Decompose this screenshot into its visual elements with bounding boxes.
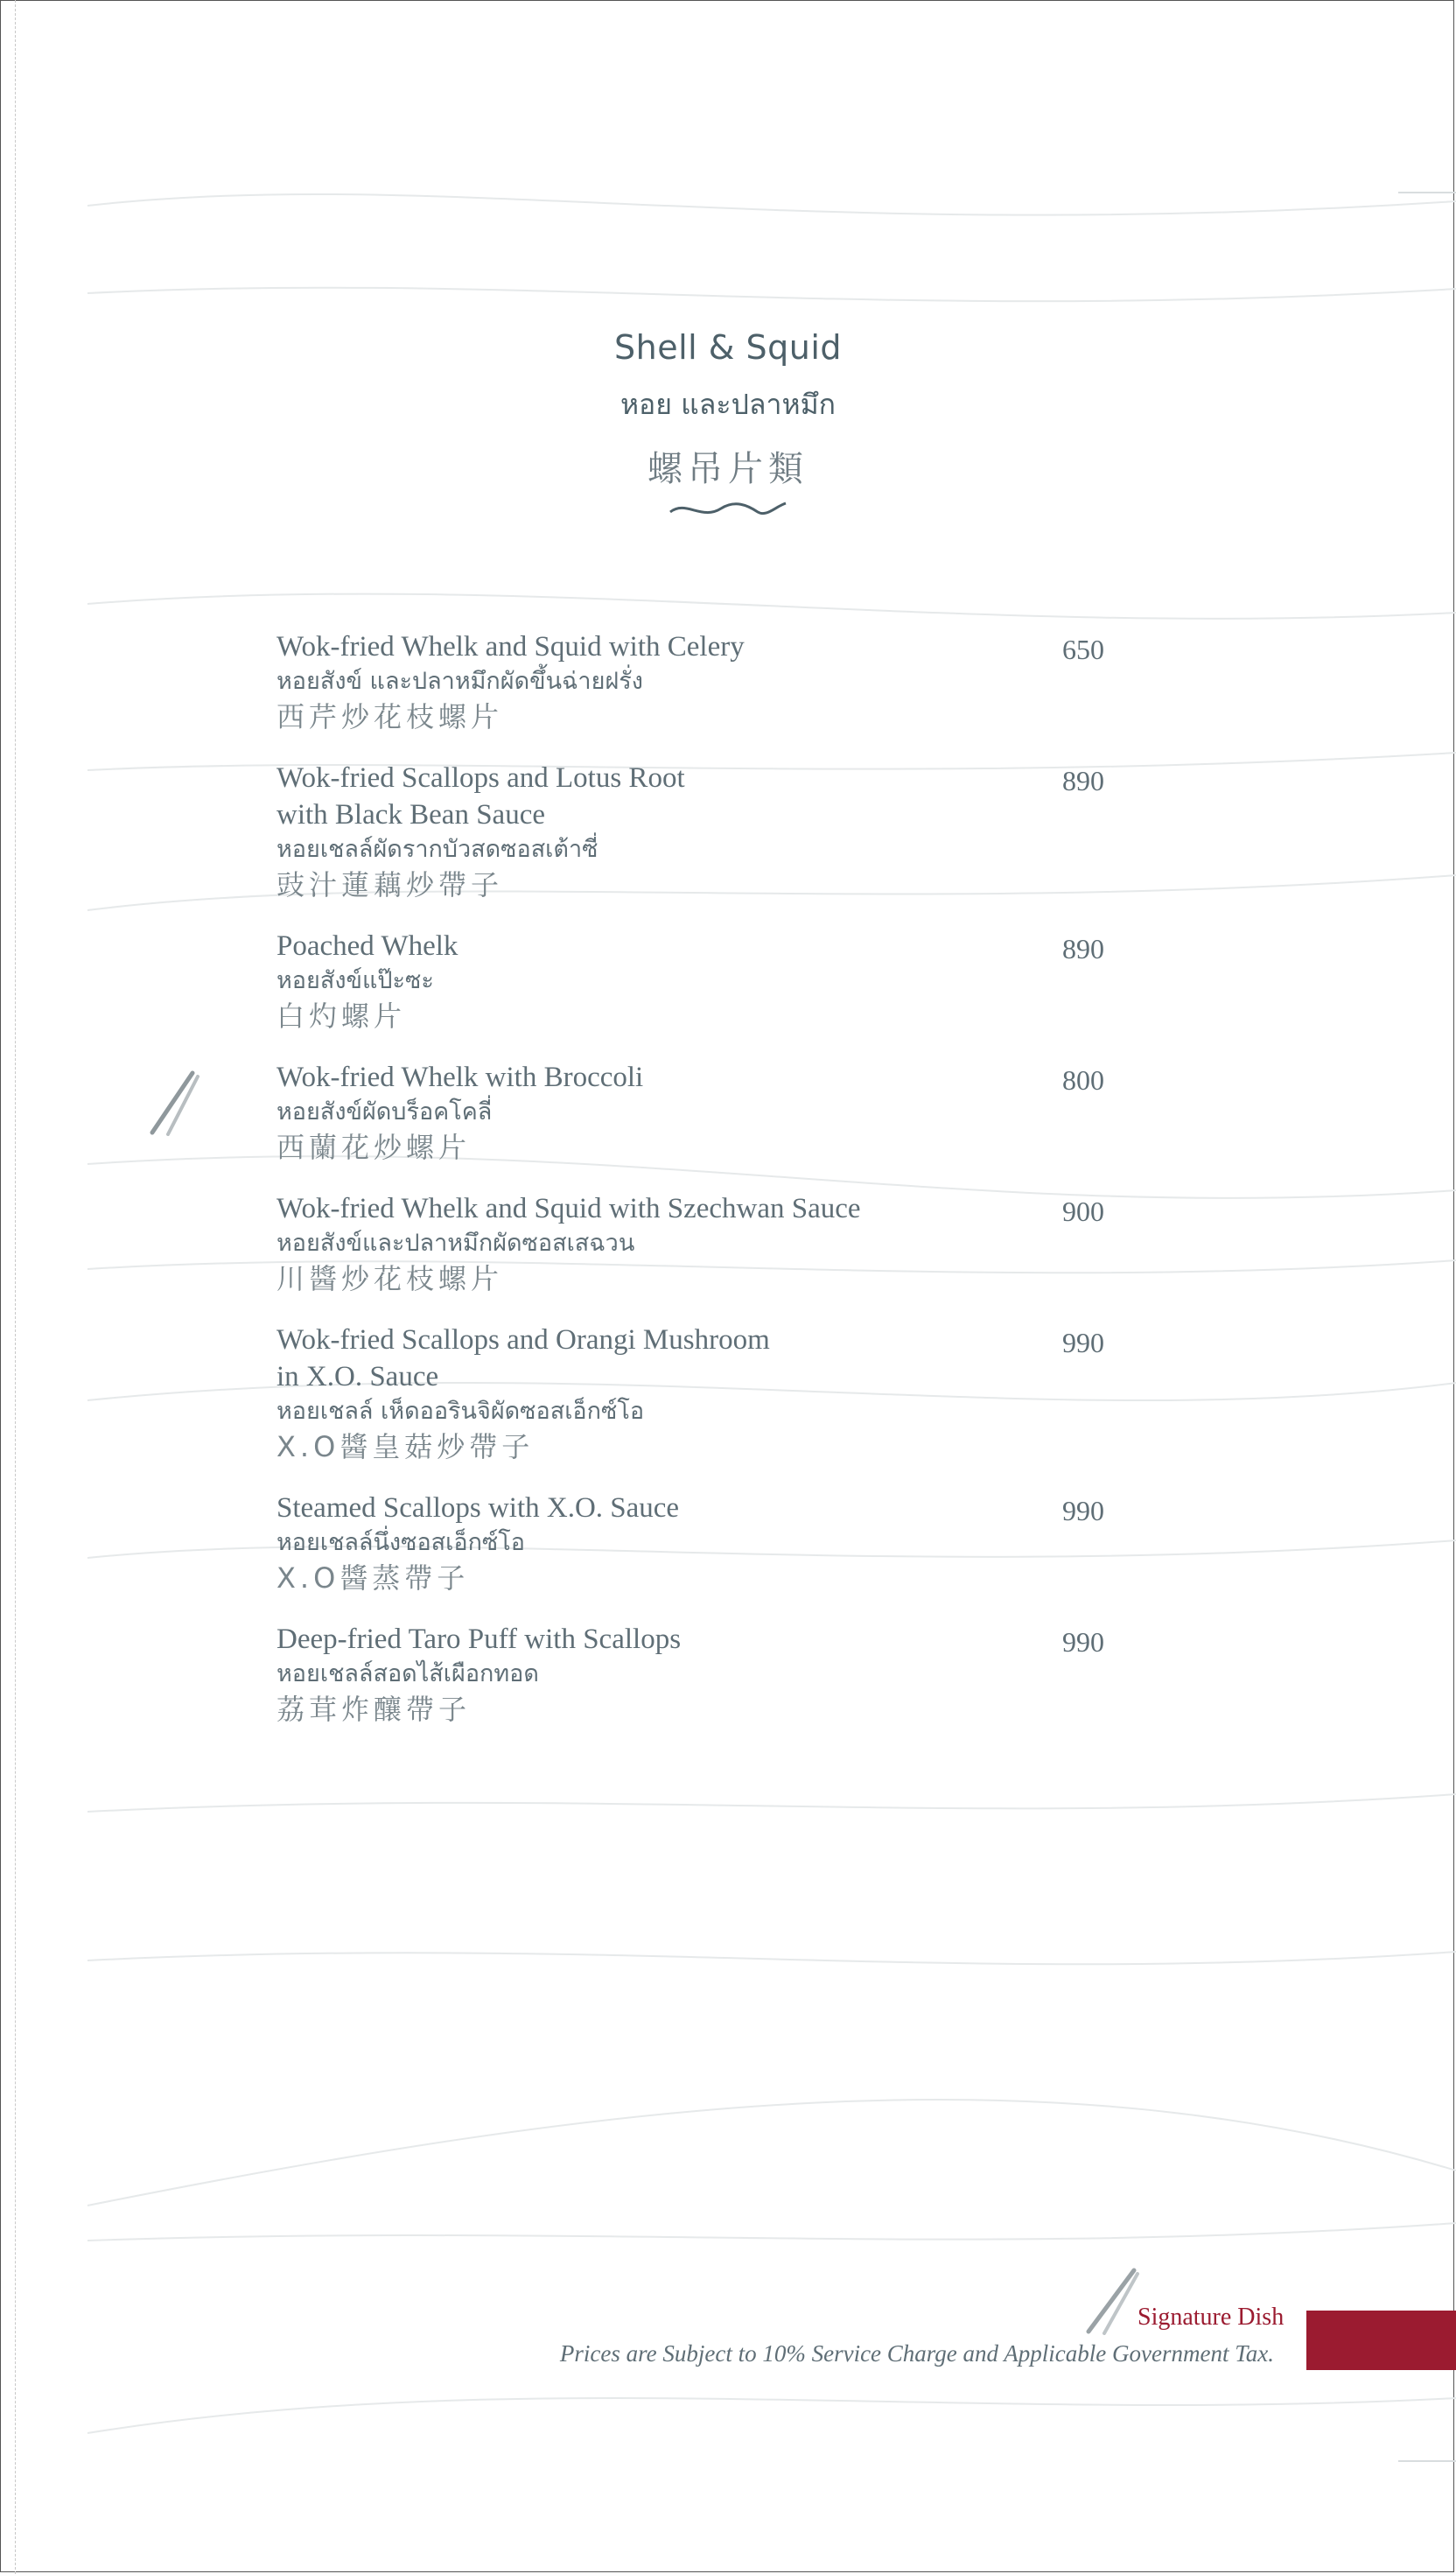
section-header — [0, 328, 1456, 527]
menu-item-name-english — [276, 1190, 1012, 1227]
menu-item-name-line: Wok-fried Whelk with Broccoli — [276, 1062, 644, 1093]
wave-ornament-icon — [0, 496, 1456, 527]
accent-bar — [1306, 2311, 1456, 2370]
menu-item-name-chinese: 西蘭花炒螺片 — [276, 1131, 472, 1164]
menu-item — [276, 1190, 1152, 1297]
menu-item-name-english — [276, 760, 1012, 833]
menu-item — [276, 1322, 1152, 1465]
menu-item-name-line: Poached Whelk — [276, 930, 458, 962]
menu-item-price: 990 — [1062, 1495, 1104, 1526]
menu-item — [276, 928, 1152, 1035]
menu-item-name-chinese: 西芹炒花枝螺片 — [276, 700, 504, 733]
menu-item-price: 900 — [1062, 1196, 1104, 1227]
menu-item-name-thai: หอยสังข์แป๊ะซะ — [276, 967, 434, 994]
menu-item — [276, 1490, 1152, 1596]
menu-item-name-line: Wok-fried Whelk and Squid with Celery — [276, 631, 745, 663]
menu-item-name-line: Wok-fried Whelk and Squid with Szechwan Sauce — [276, 1193, 861, 1224]
section-title-thai: หอย และปลาหมึก — [620, 388, 836, 421]
menu-item-name-thai: หอยสังข์ และปลาหมึกผัดขึ้นฉ่ายฝรั่ง — [276, 668, 643, 695]
menu-item-name-english — [276, 1322, 1012, 1395]
menu-item-name-english — [276, 628, 1012, 665]
menu-item-name-line: Deep-fried Taro Puff with Scallops — [276, 1624, 682, 1655]
menu-item-price: 650 — [1062, 634, 1104, 665]
menu-item-name-thai: หอยเชลล์สอดไส้เผือกทอด — [276, 1660, 539, 1687]
menu-item-name-chinese: 豉汁蓮藕炒帶子 — [276, 868, 504, 901]
menu-item-name-chinese: 川醬炒花枝螺片 — [276, 1262, 504, 1295]
menu-item-price: 890 — [1062, 933, 1104, 964]
signature-dish-label: Signature Dish — [1138, 2304, 1284, 2331]
menu-item-name-thai: หอยเชลล์นึ่งซอสเอ็กซ์โอ — [276, 1529, 525, 1556]
menu-item-price: 990 — [1062, 1626, 1104, 1658]
menu-item-name-chinese: X.O醬蒸帶子 — [276, 1561, 470, 1595]
section-title-english: Shell & Squid — [614, 328, 842, 367]
menu-item-name-line: with Black Bean Sauce — [276, 799, 545, 831]
menu-item-price: 990 — [1062, 1327, 1104, 1358]
menu-item-name-thai: หอยสังข์ผัดบร็อคโคลี่ — [276, 1098, 493, 1126]
menu-item-name-line: Wok-fried Scallops and Lotus Root — [276, 762, 685, 794]
section-title-chinese: 螺吊片類 — [648, 449, 808, 489]
menu-item-name-english — [276, 1490, 1012, 1526]
menu-item — [276, 628, 1152, 735]
menu-list — [276, 628, 1152, 1752]
menu-item-name-chinese: 白灼螺片 — [276, 999, 407, 1033]
menu-item — [276, 760, 1152, 903]
menu-item-name-line: in X.O. Sauce — [276, 1361, 439, 1392]
menu-item-name-chinese: 荔茸炸釀帶子 — [276, 1693, 472, 1726]
menu-item-price: 890 — [1062, 765, 1104, 796]
service-charge-note: Prices are Subject to 10% Service Charge and Applicable Government Tax. — [559, 2340, 1274, 2367]
menu-item-name-english — [276, 1621, 1012, 1658]
menu-item-price: 800 — [1062, 1064, 1104, 1096]
menu-item — [276, 1059, 1152, 1166]
menu-item-name-line: Steamed Scallops with X.O. Sauce — [276, 1492, 680, 1524]
menu-item-name-chinese: X.O醬皇菇炒帶子 — [276, 1430, 535, 1463]
menu-item-name-thai: หอยสังข์และปลาหมึกผัดซอสเสฉวน — [276, 1230, 635, 1257]
menu-item-name-line: Wok-fried Scallops and Orangi Mushroom — [276, 1324, 770, 1356]
menu-item-name-thai: หอยเชลล์ผัดรากบัวสดซอสเต้าซี่ — [276, 836, 598, 863]
menu-item-name-english — [276, 928, 1012, 964]
chopsticks-icon — [149, 1066, 210, 1140]
menu-item — [276, 1621, 1152, 1728]
menu-item-name-english — [276, 1059, 1012, 1096]
menu-item-name-thai: หอยเชลล์ เห็ดออรินจิผัดซอสเอ็กซ์โอ — [276, 1398, 645, 1425]
